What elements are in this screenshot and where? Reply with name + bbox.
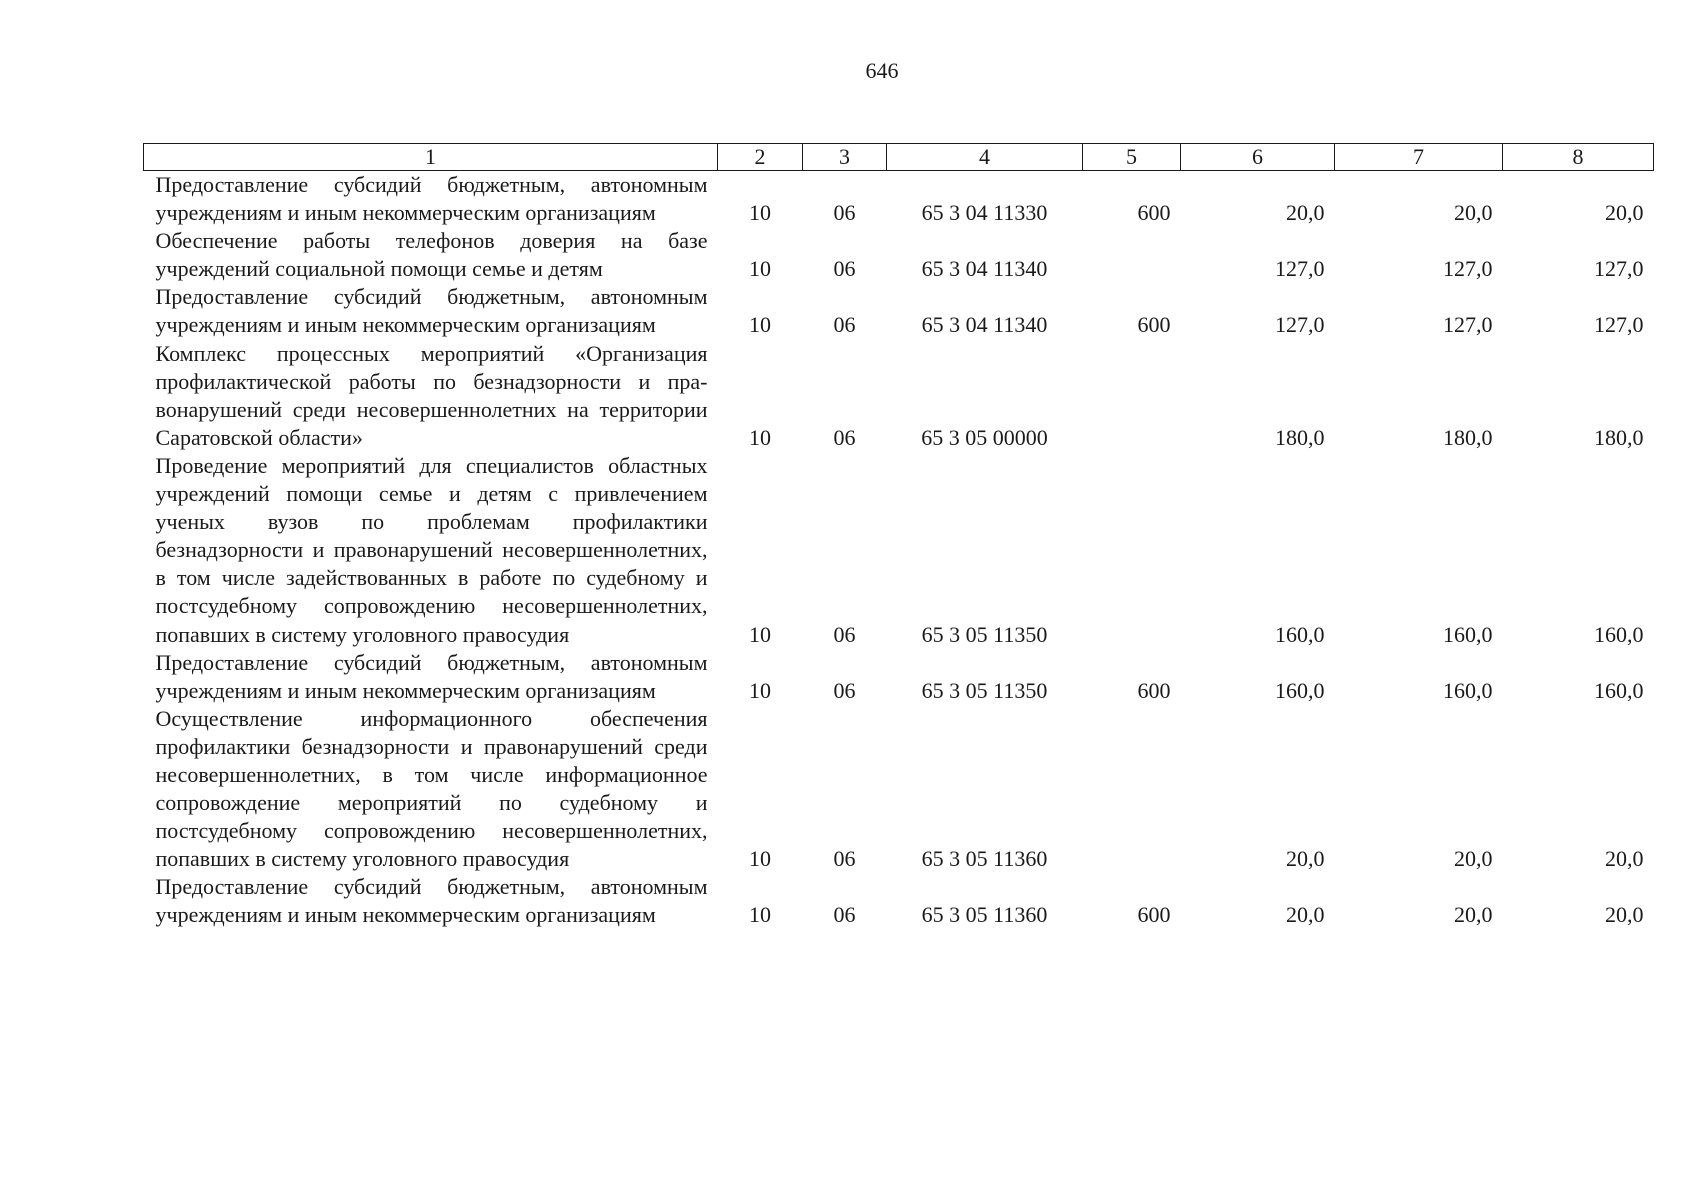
- section-code: 10: [749, 677, 771, 703]
- row-description: Предоставление субсидий бюджетным, автономным учреждениям и иным некоммерческим организациям: [155, 172, 708, 226]
- column-header: 8: [1503, 144, 1654, 171]
- section-code: 10: [749, 200, 771, 226]
- row-description: Предоставление субсидий бюджетным, автономным учреждениям и иным некоммерческим организациям: [155, 649, 708, 703]
- target-article-code: 65 3 05 00000: [921, 424, 1048, 450]
- target-article-code: 65 3 04 11330: [921, 200, 1048, 226]
- expense-type-code: [1083, 705, 1181, 874]
- expense-type-code: 600: [1137, 312, 1171, 338]
- column-header: 7: [1335, 144, 1503, 171]
- amount-col-6: 180,0: [1275, 424, 1325, 450]
- subsection-code: 06: [833, 256, 856, 282]
- section-code: 10: [749, 846, 771, 872]
- section-code: 10: [749, 312, 771, 338]
- expense-type-code: [1083, 340, 1181, 452]
- page-number: 646: [865, 58, 899, 83]
- column-header: 5: [1083, 144, 1181, 171]
- budget-table: [143, 143, 1654, 930]
- amount-col-7: 20,0: [1454, 902, 1493, 928]
- column-header: 6: [1181, 144, 1335, 171]
- column-header: 4: [887, 144, 1083, 171]
- row-description: Обеспечение работы телефонов доверия на базе учреждений социальной помощи семье и детям: [155, 228, 708, 282]
- table-row: [144, 283, 1654, 339]
- target-article-code: 65 3 05 11360: [921, 902, 1048, 928]
- amount-col-7: 180,0: [1443, 424, 1493, 450]
- row-description: Комплекс процессных мероприятий «Организация профилактической работы по безнадзорности и правонарушений среди несовершеннолетних на территории Саратовской области»: [155, 340, 708, 450]
- target-article-code: 65 3 04 11340: [921, 312, 1048, 338]
- amount-col-6: 20,0: [1286, 902, 1325, 928]
- amount-col-7: 160,0: [1443, 677, 1493, 703]
- amount-col-6: 127,0: [1275, 256, 1325, 282]
- amount-col-8: 127,0: [1594, 256, 1644, 282]
- amount-col-7: 127,0: [1443, 256, 1493, 282]
- amount-col-8: 160,0: [1594, 677, 1644, 703]
- amount-col-6: 160,0: [1275, 677, 1325, 703]
- column-header: 2: [718, 144, 803, 171]
- amount-col-7: 20,0: [1454, 200, 1493, 226]
- column-header: 1: [144, 144, 718, 171]
- table-header: [144, 144, 1654, 171]
- amount-col-6: 127,0: [1275, 312, 1325, 338]
- expense-type-code: 600: [1137, 902, 1171, 928]
- target-article-code: 65 3 04 11340: [921, 256, 1048, 282]
- amount-col-7: 20,0: [1454, 846, 1493, 872]
- expense-type-code: [1083, 227, 1181, 283]
- subsection-code: 06: [833, 677, 856, 703]
- amount-col-7: 160,0: [1443, 621, 1493, 647]
- section-code: 10: [749, 621, 771, 647]
- table-row: [144, 705, 1654, 874]
- amount-col-8: 160,0: [1594, 621, 1644, 647]
- expense-type-code: 600: [1137, 677, 1171, 703]
- target-article-code: 65 3 05 11350: [921, 621, 1048, 647]
- amount-col-8: 180,0: [1594, 424, 1644, 450]
- table-row: [144, 452, 1654, 649]
- expense-type-code: 600: [1137, 200, 1171, 226]
- table-row: [144, 873, 1654, 929]
- header-row: [144, 144, 1654, 171]
- row-description: Проведение мероприятий для специалистов областных учреждений помощи семье и детям с привлечением ученых вузов по проблемам профилактики безнадзорности и правонарушений несовершеннолетних, в том числе задействованных в работе по судебному и постсудебному сопровождению несовершеннолетних, попавших в систему уголовного правосудия: [155, 452, 708, 647]
- row-description: Предоставление субсидий бюджетным, автономным учреждениям и иным некоммерческим организациям: [155, 284, 708, 338]
- subsection-code: 06: [833, 424, 856, 450]
- section-code: 10: [749, 902, 771, 928]
- amount-col-8: 20,0: [1605, 200, 1644, 226]
- table-body: [144, 171, 1654, 930]
- amount-col-8: 20,0: [1605, 846, 1644, 872]
- target-article-code: 65 3 05 11360: [921, 846, 1048, 872]
- subsection-code: 06: [833, 621, 856, 647]
- expense-type-code: [1083, 452, 1181, 649]
- table-row: [144, 227, 1654, 283]
- column-header: 3: [803, 144, 887, 171]
- target-article-code: 65 3 05 11350: [921, 677, 1048, 703]
- subsection-code: 06: [833, 200, 856, 226]
- subsection-code: 06: [833, 312, 856, 338]
- amount-col-8: 127,0: [1594, 312, 1644, 338]
- table-row: [144, 171, 1654, 228]
- amount-col-6: 20,0: [1286, 200, 1325, 226]
- amount-col-8: 20,0: [1605, 902, 1644, 928]
- amount-col-6: 160,0: [1275, 621, 1325, 647]
- subsection-code: 06: [833, 902, 856, 928]
- row-description: Осуществление информационного обеспечения профилактики безнадзорности и правонарушений среди несовершеннолетних, в том числе информационное сопровождение мероприятий по судебному и постсудебному сопровождению несовершеннолетних, попавших в систему уголовного правосудия: [155, 705, 708, 872]
- table-row: [144, 649, 1654, 705]
- table-row: [144, 340, 1654, 452]
- section-code: 10: [749, 424, 771, 450]
- amount-col-6: 20,0: [1286, 846, 1325, 872]
- amount-col-7: 127,0: [1443, 312, 1493, 338]
- section-code: 10: [749, 256, 771, 282]
- subsection-code: 06: [833, 846, 856, 872]
- row-description: Предоставление субсидий бюджетным, автономным учреждениям и иным некоммерческим организациям: [155, 874, 708, 928]
